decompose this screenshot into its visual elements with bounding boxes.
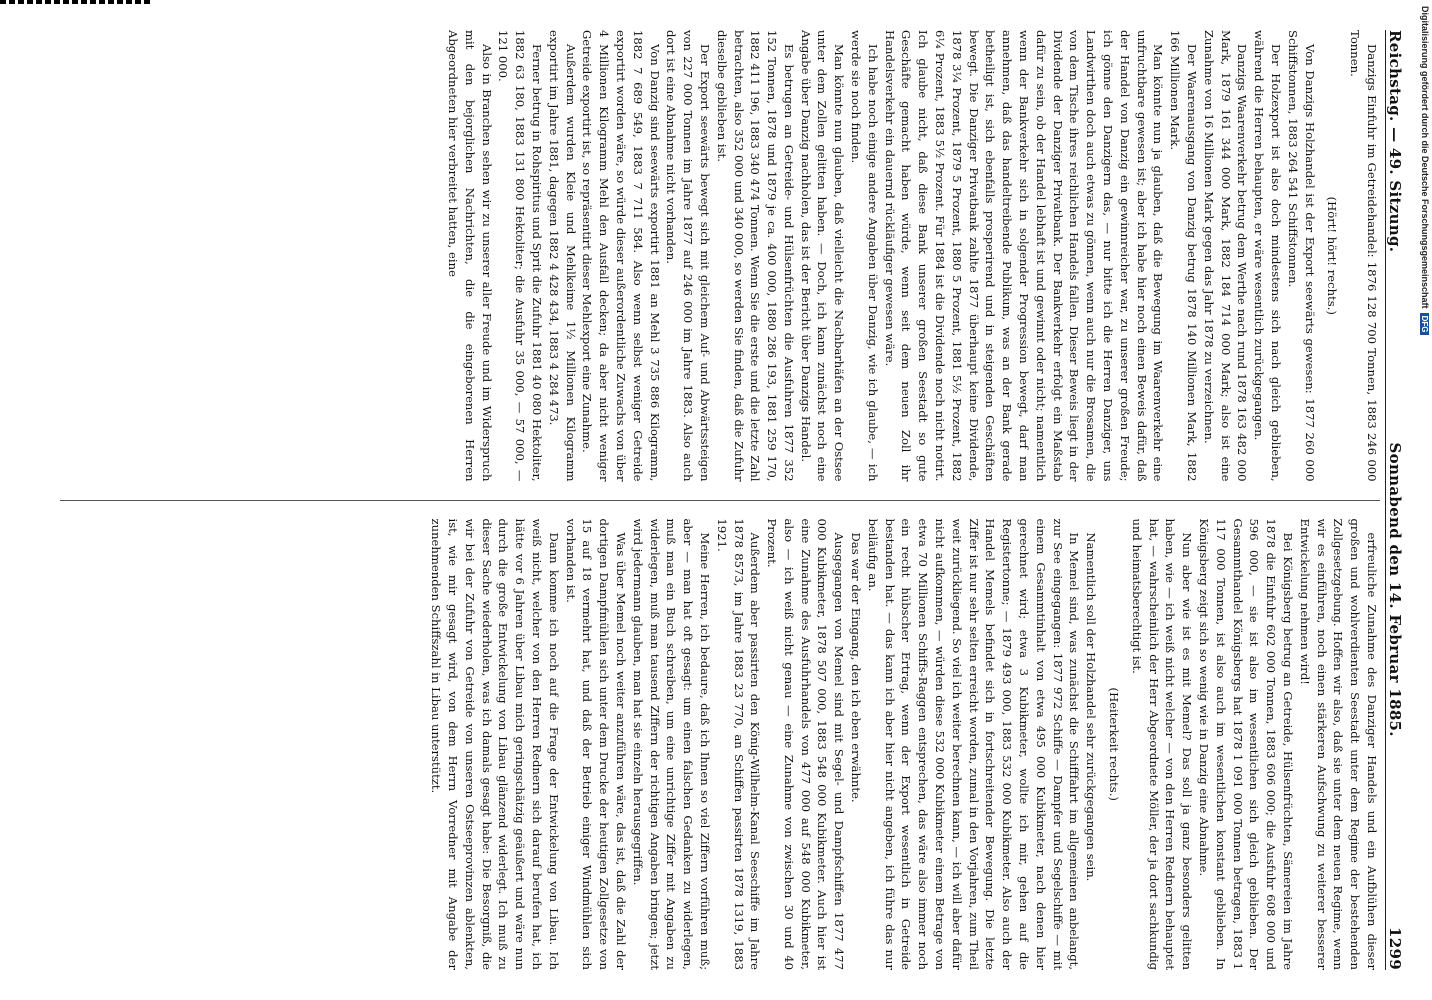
page-header	[1385, 30, 1420, 970]
scan-mark	[0, 0, 150, 4]
paragraph: Also in Branchen sehen wir zu unserer aller Freude und im Widerspruch mit den bejorglichen Nachrichten, die die eingeborenen Herren Abgeordneten hier verbreitet hatten, eine	[445, 30, 494, 482]
paragraph: Das war der Eingang, den ich eben erwähnte.	[849, 532, 864, 803]
paragraph: erfreuliche Zunahme des Danziger Handels und ein Aufblühen dieser großen und wohlverdienten Seestadt unter dem Regime der bestehenden Zollgesetzgebung. Hoffen wir also, daß sie unter dem neuen Regime, wenn wir es einführen, noch einen stärkeren Aufschwung zu weiterer besserer Entwickelung nehmen wird!	[1297, 518, 1379, 970]
paragraph: Danzigs Waarenverkehr betrug dem Werthe nach rund 1878 163 482 000 Mark, 1879 161 344 000 Mark, 1882 184 714 000 Mark; also ist eine Zunahme von 16 Millionen Mark gegen das Jahr 1878 zu verzeichnen.	[1201, 30, 1250, 482]
paragraph: Ich habe noch einige andere Angaben über Danzig, wie ich glaube, — ich werde sie noch finden.	[849, 30, 880, 482]
dfg-logo: DFG	[1420, 313, 1429, 336]
paragraph: Dann komme ich noch auf die Frage der Entwickelung von Libau. Ich weiß nicht, welcher von den Herren Rednern sich darauf berufen hat, ich hätte vor 6 Jahren über Libau mich geringschätzig geäußert und wäre nun durch die große Entwickelung von Libau glänzend widerlegt. Ich muß zu dieser Sache wiederholen, was ich damals gesagt habe: Die Besorgniß, die wir bei der Zufuhr von Getreide von unseren Ostseeprovinzen ablenkten, ist, wie mir gesagt wird, von dem Herrn Vorredner mit Angabe der zunehmenden Schiffszahl in Libau unterstützt.	[429, 518, 561, 970]
header-session: Reichstag. — 49. Sitzung.	[1386, 30, 1404, 253]
paragraph: (Heiterkeit rechts.)	[1107, 687, 1122, 801]
header-date: Sonnabend den 14. Februar 1885.	[1386, 442, 1404, 737]
paragraph: Was über Memel noch weiter anzuführen wäre, das ist, daß die Zahl der dortigen Dampfmühlen sich unter dem Drucke der heutigen Zollgesetze von 15 auf 18 vermehrt hat, und daß der Betrieb einiger Windmühlen sich vorhanden ist.	[563, 518, 628, 970]
paragraph: Bei Königsberg betrug an Getreide, Hülsenfrüchten, Sämereien im Jahre 1878 die Einfuhr 602 000 Tonnen, 1883 606 000; die Ausfuhr 608 000 und 596 000, — sie ist also im wesentlichen sich gleich geblieben. Der Gesammthandel Königsbergs hat 1878 1 091 000 Tonnen betragen, 1883 1 117 000 Tonnen, ist also auch im wesentlichen konstant geblieben. In Königsberg zeigt sich so wenig wie in Danzig eine Abnahme.	[1197, 518, 1296, 970]
column-divider	[60, 500, 1380, 501]
digitization-notice-strip	[1416, 6, 1430, 626]
paragraph: Meine Herren, ich bedaure, daß ich Ihnen so viel Ziffern vorführen muß; aber — man hat oft gesagt: um einen falschen Gedanken zu widerlegen, muß man ein Buch schreiben, um eine unrichtige Ziffer mit Angaben zu widerlegen, muß man tausend Ziffern der richtigen Angaben bringen; jetzt wird jedermann glauben, man hat sie einzeln herausgegriffen.	[630, 518, 712, 970]
column-right	[60, 519, 1380, 971]
paragraph: In Memel sind, was zunächst die Schifffahrt im allgemeinen anbelangt, zur See eingegangen: 1877 972 Schiffe — Dampfer und Segelschiffe — mit einem Gesammtinhalt von etwa 495 000 Kubikmeter, nach denen hier gerechnet wird; etwa 3 Kubikmeter, wollte ich mir, gehen auf die Registertonne; — 1879 493 000, 1883 532 000 Kubikmeter. Also auch der Handel Memels befindet sich in fortschreitender Bewegung. Die letzte Ziffer ist nur sehr selten erreicht worden, zumal in den Vorjahren, zum Theil weit zurückliegend. So viel ich weiter berechnen kann, — ich will aber dafür nicht aufkommen, — würden diese 532 000 Kubikmeter einem Betrage von etwa 70 Millionen Schiffs-Raggen entsprechen, das wäre also immer noch ein recht hübscher Ertrag, wenn der Export wesentlich in Getreide bestanden hat. — das kann ich aber hier nicht angeben, ich führe das nur beiläufig an.	[865, 518, 1082, 970]
paragraph: Man könnte nun ja glauben, daß die Bewegung im Waarenverkehr eine unfruchtbare gewesen ist; aber ich habe hier noch einen Beweis dafür, daß der Handel von Danzig ein gewinnreicher war, zu unserer großen Freude; ich gönne den Danzigern das, — nur bitte ich die Herren Danziger, uns Landwirthen doch auch etwas zu gönnen, wenn auch nur die Brosamen, die von dem Tische ihres reichlichen Handels fallen. Dieser Beweis liegt in der Dividende der Danziger Privatbank. Der Bankverkehr erfolgt ein Maßstab dafür zu sein, ob der Handel lebhaft ist und gewinnt oder nicht; namentlich wenn der Bankverkehr sich in solgender Progression bewegt, darf man annehmen, daß das handeltreibende Publikum, was an der Bank gerade betheiligt ist, sich ebenfalls prosperirend und in steigenden Geschäften bewegt. Die Danziger Privatbank zahlte 1877 überhaupt keine Dividende, 1878 3¼ Prozent, 1879 5 Prozent, 1880 5 Prozent, 1881 5½ Prozent, 1882 6¼ Prozent, 1883 5½ Prozent. Für 1884 ist die Dividende noch nicht notirt. Ich glaube nicht, daß diese Bank unserer großen Seestadt so gute Geschäfte gemacht haben würde, wenn seit dem neuen Zoll ihr Handelsverkehr ein dauernd rückläufiger gewesen wäre.	[882, 30, 1166, 482]
paragraph: Außerdem wurden Kleie und Mehlkeime 1½ Millionen Kilogramm exportirt im Jahre 1881, dagegen 1882 4 428 434, 1883 4 284 473.	[546, 30, 578, 482]
paragraph: Außerdem aber passirten den König-Wilhelm-Kanal Seeschiffe im Jahre 1878 8573, im Jahre 1883 23 770, an Schiffen passirten 1878 1319, 1883 1921.	[714, 518, 763, 970]
paragraph: Der Holzexport ist also doch mindestens sich nach gleich geblieben, während die Herren behaupten, er wäre wesentlich zurückgegangen.	[1252, 30, 1284, 482]
paragraph: Nun aber wie ist es mit Memel? Das soll ja ganz besonders gelitten haben, wie — ich weiß nicht welcher — von den Herren Rednern behauptet hat, — wahrscheinlich der Herr Abgeordnete Möller, der ja dort sachkundig und heimatsberechtigt ist.	[1129, 518, 1195, 970]
paragraph: Ferner betrug in Rohspiritus und Sprit die Zufuhr 1881 40 080 Hektoliter, 1882 63 180, 1883 131 800 Hektoliter; die Ausfuhr 35 000, — 57 000, — 121 000.	[496, 30, 544, 482]
paragraph: Danzigs Einfuhr im Getreidehandel: 1876 128 700 Tonnen, 1883 246 000 Tonnen.	[1348, 30, 1379, 482]
paragraph: Es betrugen an Getreide- und Hülsenfrüchten die Ausfuhren 1877 352 152 Tonnen, 1878 und 1879 je ca. 400 000, 1880 286 193, 1881 259 170, 1882 411 196, 1883 340 474 Tonnen. Wenn Sie die erste und die letzte Zahl betrachten, also 352 000 und 340 000, so werden Sie finden, daß die Zufuhr dieselbe geblieben ist.	[714, 30, 796, 482]
paragraph: Ausgegangen von Memel sind mit Segel- und Dampfschiffen 1877 477 000 Kubikmeter, 1878 507 000, 1883 548 000 Kubikmeter. Auch hier ist eine Zunahme des Ausfuhrhandels von 477 000 auf 548 000 Kubikmeter, also — ich weiß nicht genau — eine Zunahme von zwischen 30 und 40 Prozent.	[765, 518, 847, 970]
column-left	[60, 30, 1380, 482]
digitization-notice-text: Digitalisierung gefördert durch die Deutsche Forschungsgemeinschaft	[1420, 6, 1430, 309]
text-columns	[60, 30, 1380, 970]
paragraph: Namentlich soll der Holzhandel sehr zurückgegangen sein.	[1084, 532, 1099, 882]
paragraph: Der Waarenausgang von Danzig betrug 1878 140 Millionen Mark, 1882 166 Millionen Mark.	[1168, 30, 1200, 482]
paragraph: Von Danzig sind seewärts exportirt 1881 an Mehl 3 735 886 Kilogramm, 1882 7 689 549, 1883 7 711 584. Also wenn selbst weniger Getreide exportirt worden wäre, so würde dieser außerordentliche Zuwachs von über 4 Millionen Kilogramm Mehl den Ausfall decken; da aber nicht weniger Getreide exportirt ist, so repräsentirt dieser Mehlexport eine Zunahme.	[580, 30, 662, 482]
paragraph: Man könnte nun glauben, daß vielleicht die Nachbarhäfen an der Ostsee unter dem Zollen gelitten haben. — Doch, ich kann zunächst noch eine Angabe über Danzig nachholen, das ist der Bericht über Danzigs Handel.	[798, 30, 847, 482]
rotated-page-content	[60, 30, 1420, 970]
paragraph: Der Export seewärts bewegt sich mit gleichem Auf- und Abwärtssteigen von 227 000 Tonnen im Jahre 1877 auf 246 000 im Jahre 1883. Also auch dort ist eine Abnahme nicht vorhanden.	[664, 30, 712, 482]
page-number: 1299	[1386, 927, 1404, 970]
paragraph: Von Danzigs Holzhandel ist der Export seewärts gewesen: 1877 260 000 Schiffstonnen, 1883 264 541 Schiffstonnen.	[1285, 30, 1317, 482]
digitization-notice	[1420, 6, 1430, 626]
paragraph: (Hört! hört! rechts.)	[1325, 196, 1340, 315]
